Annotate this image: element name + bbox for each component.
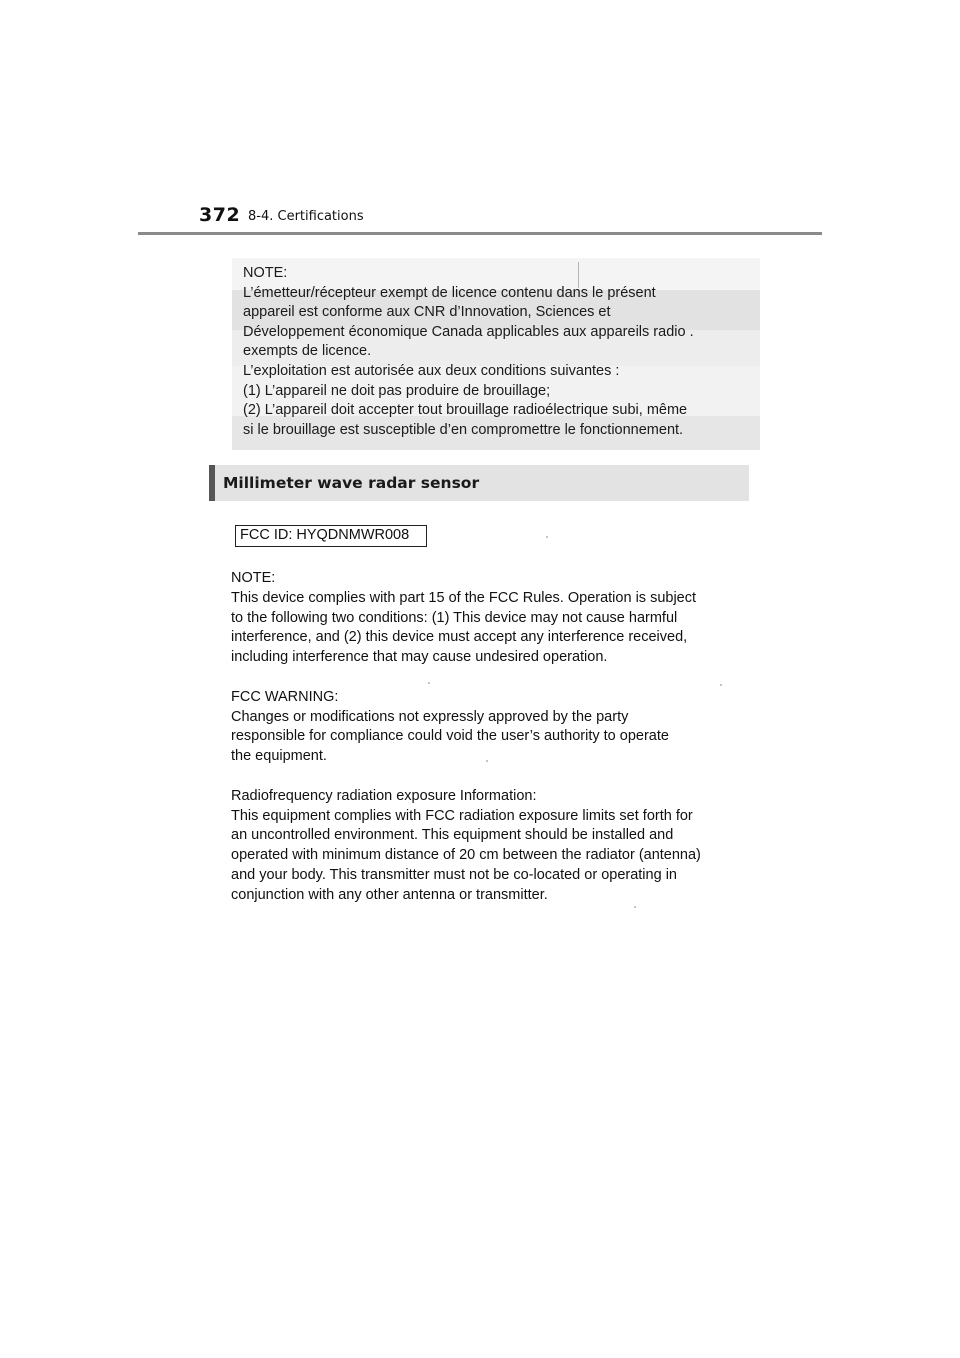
paragraph-line: FCC WARNING: bbox=[231, 688, 339, 705]
french-note-line: L’exploitation est autorisée aux deux conditions suivantes : bbox=[243, 362, 620, 379]
paragraph-line: NOTE: bbox=[231, 570, 276, 586]
scan-speck bbox=[720, 684, 722, 686]
page-header bbox=[0, 0, 960, 236]
paragraph-line: interference, and (2) this device must accept any interference received, bbox=[231, 629, 688, 646]
paragraph-line: responsible for compliance could void the user’s authority to operate bbox=[231, 728, 669, 745]
section-heading-title: Millimeter wave radar sensor bbox=[223, 474, 480, 492]
paragraph-line: operated with minimum distance of 20 cm between the radiator (antenna) bbox=[231, 847, 701, 864]
certification-text bbox=[231, 569, 751, 925]
paragraph-line: Radiofrequency radiation exposure Information: bbox=[231, 787, 537, 804]
scan-speck bbox=[546, 536, 548, 538]
fcc-warning-paragraph bbox=[231, 688, 751, 767]
french-note-line: exempts de licence. bbox=[243, 343, 372, 360]
fcc-note-paragraph bbox=[231, 569, 751, 668]
paragraph-line: including interference that may cause undesired operation. bbox=[231, 649, 608, 666]
french-note-line: NOTE: bbox=[243, 265, 288, 281]
french-note-line: (1) L’appareil ne doit pas produire de brouillage; bbox=[243, 382, 551, 399]
paragraph-line: Changes or modifications not expressly approved by the party bbox=[231, 708, 629, 725]
section-name: 8-4. Certifications bbox=[248, 209, 364, 224]
french-note-line: (2) L’appareil doit accepter tout brouillage radioélectrique subi, même bbox=[243, 402, 688, 419]
header-rule bbox=[138, 232, 822, 235]
scan-speck bbox=[634, 906, 636, 908]
heading-accent-bar bbox=[209, 465, 215, 501]
paragraph-line: This device complies with part 15 of the FCC Rules. Operation is subject bbox=[231, 589, 697, 606]
french-note-line: appareil est conforme aux CNR d’Innovation, Sciences et bbox=[243, 304, 611, 321]
section-heading bbox=[209, 465, 749, 501]
paragraph-line: conjunction with any other antenna or transmitter. bbox=[231, 886, 548, 903]
fcc-id-label: FCC ID: HYQDNMWR008 bbox=[235, 525, 427, 547]
page-number: 372 bbox=[199, 204, 241, 226]
paragraph-line: an uncontrolled environment. This equipment should be installed and bbox=[231, 827, 674, 844]
french-note bbox=[243, 264, 753, 440]
paragraph-line: to the following two conditions: (1) This device may not cause harmful bbox=[231, 609, 678, 626]
paragraph-line: and your body. This transmitter must not be co-located or operating in bbox=[231, 866, 677, 883]
paragraph-line: This equipment complies with FCC radiation exposure limits set forth for bbox=[231, 807, 693, 824]
french-note-line: Développement économique Canada applicables aux appareils radio . bbox=[243, 323, 694, 340]
rf-exposure-paragraph bbox=[231, 787, 751, 906]
scan-speck bbox=[428, 682, 430, 684]
french-note-line: L’émetteur/récepteur exempt de licence contenu dans le présent bbox=[243, 284, 656, 301]
french-note-line: si le brouillage est susceptible d’en compromettre le fonctionnement. bbox=[243, 421, 684, 438]
paragraph-line: the equipment. bbox=[231, 748, 327, 765]
scan-speck bbox=[486, 760, 488, 762]
